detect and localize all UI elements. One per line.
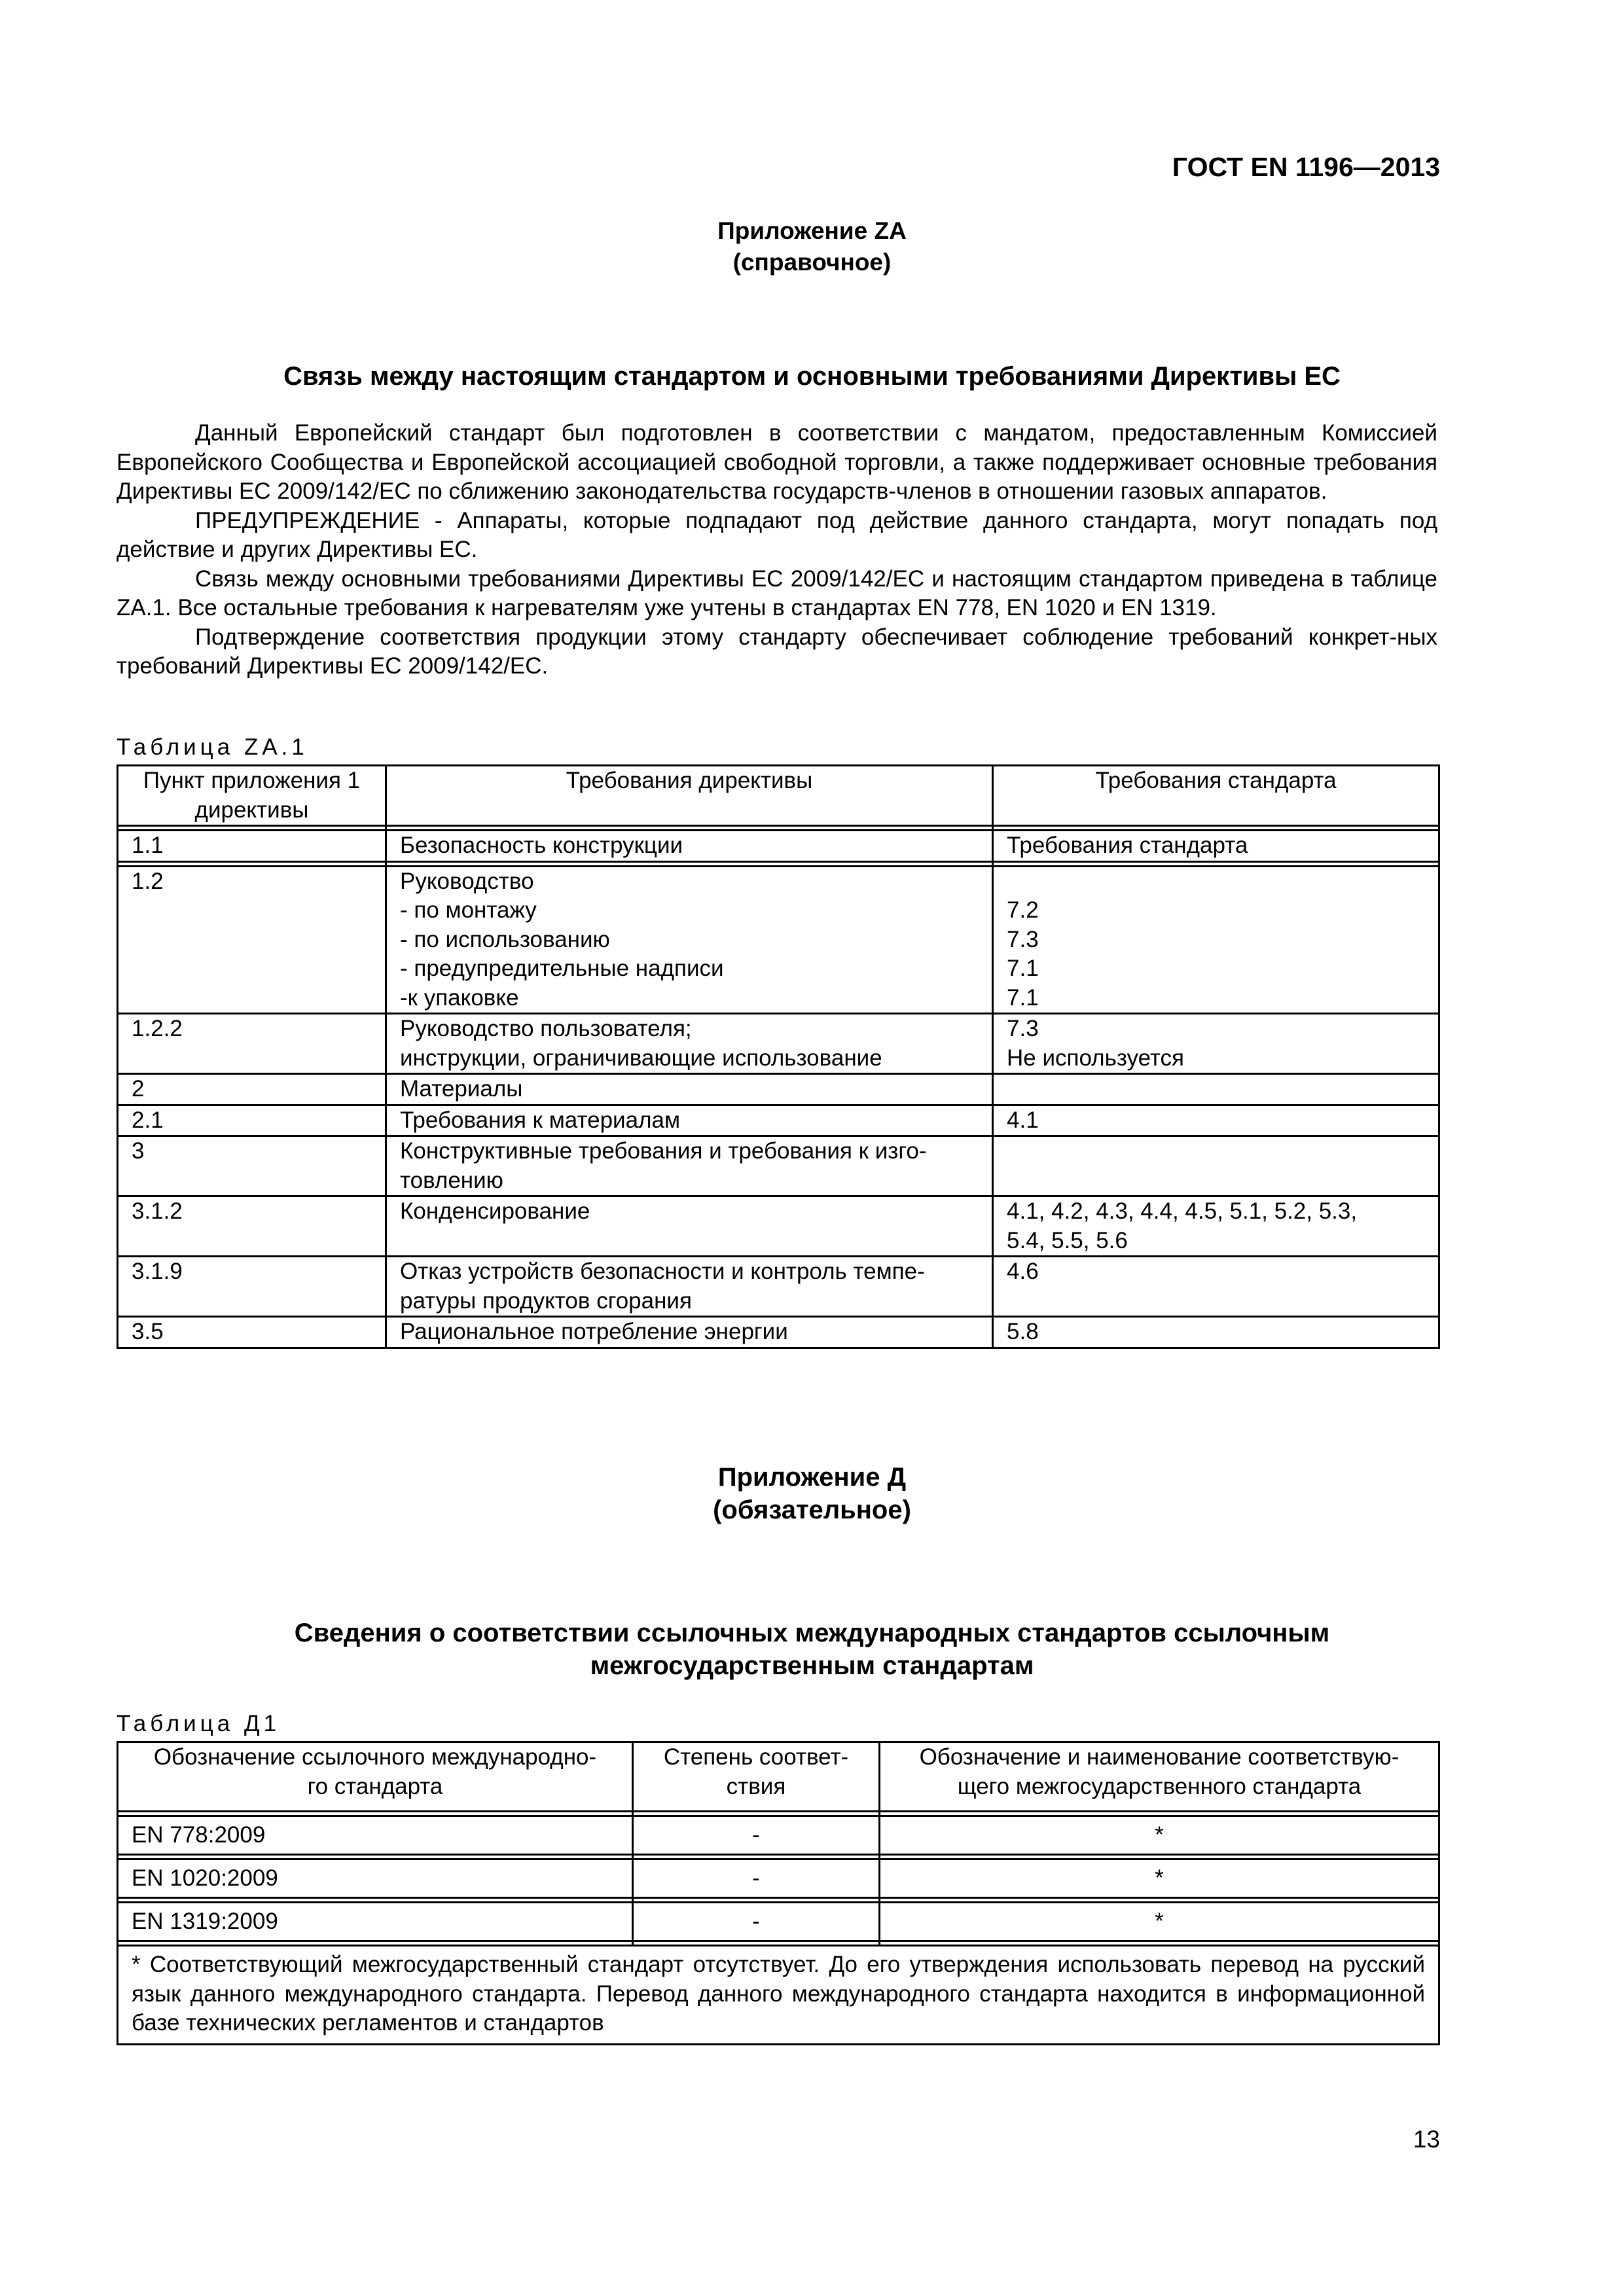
table-cell: 7.3 Не используется xyxy=(993,1014,1439,1074)
table-cell: 2 xyxy=(118,1074,386,1105)
page-number: 13 xyxy=(1413,2126,1440,2153)
table-cell: Требования к материалам xyxy=(386,1105,993,1136)
table-header-cell: Требования директивы xyxy=(386,766,993,826)
table-cell: Руководство пользователя; инструкции, ограничивающие использование xyxy=(386,1014,993,1074)
annex-za-section-title: Связь между настоящим стандартом и основными требованиями Директивы ЕС xyxy=(283,362,1341,391)
table-cell: 5.8 xyxy=(993,1317,1439,1348)
table-cell: * xyxy=(880,1859,1439,1898)
table-cell: 3.5 xyxy=(118,1317,386,1348)
table-cell: Требования стандарта xyxy=(993,831,1439,862)
table-za1 xyxy=(117,764,1440,1349)
table-cell: Рациональное потребление энергии xyxy=(386,1317,993,1348)
table-header-cell: Степень соответ- ствия xyxy=(633,1742,880,1812)
table-cell: 3.1.9 xyxy=(118,1257,386,1317)
table-row-separator xyxy=(118,861,1439,866)
table-cell: * xyxy=(880,1903,1439,1941)
table-cell: 1.2.2 xyxy=(118,1014,386,1074)
table-row xyxy=(118,866,1439,1014)
table-cell: 7.2 7.3 7.1 7.1 xyxy=(993,866,1439,1014)
paragraph: ПРЕДУПРЕЖДЕНИЕ - Аппараты, которые подпадают под действие данного стандарта, могут попадать под действие и других Директивы ЕС. xyxy=(117,507,1437,562)
table-row xyxy=(118,1074,1439,1105)
table-cell: 4.1, 4.2, 4.3, 4.4, 4.5, 5.1, 5.2, 5.3, 5.4, 5.5, 5.6 xyxy=(993,1196,1439,1257)
table-d1 xyxy=(117,1741,1440,2045)
table-cell: 1.1 xyxy=(118,831,386,862)
table-cell xyxy=(993,1136,1439,1196)
table-row xyxy=(118,1014,1439,1074)
table-row xyxy=(118,1136,1439,1196)
annex-za-title: Приложение ZA xyxy=(717,217,907,244)
table-cell: - xyxy=(633,1903,880,1941)
standard-code: ГОСТ EN 1196—2013 xyxy=(1172,152,1440,182)
table-header-cell: Обозначение и наименование соответствую- щего межгосударственного стандарта xyxy=(880,1742,1439,1812)
table-cell: 1.2 xyxy=(118,866,386,1014)
table-header-separator xyxy=(118,1812,1439,1816)
table-cell: Материалы xyxy=(386,1074,993,1105)
annex-d-section-title-line1: Сведения о соответствии ссылочных международных стандартов ссылочным xyxy=(294,1619,1330,1647)
table-cell: 3 xyxy=(118,1136,386,1196)
table-row xyxy=(118,1317,1439,1348)
paragraph: Подтверждение соответствия продукции этому стандарту обеспечивает соблюдение требований конкрет-ных требований Директивы ЕС 2009/142/ЕС. xyxy=(117,624,1437,679)
table-cell: Отказ устройств безопасности и контроль темпе- ратуры продуктов сгорания xyxy=(386,1257,993,1317)
table-header-cell: Обозначение ссылочного международно- го стандарта xyxy=(118,1742,633,1812)
table-footnote-row xyxy=(118,1946,1439,2045)
table-row xyxy=(118,1196,1439,1257)
table-row xyxy=(118,831,1439,862)
table-header-row xyxy=(118,1742,1439,1812)
annex-d-title: Приложение Д xyxy=(717,1463,907,1492)
table-row xyxy=(118,1859,1439,1898)
table-cell: 3.1.2 xyxy=(118,1196,386,1257)
table-row xyxy=(118,1903,1439,1941)
table-za1-caption: Таблица ZA.1 xyxy=(117,734,308,760)
annex-d-status: (обязательное) xyxy=(713,1496,911,1524)
table-row xyxy=(118,1816,1439,1855)
table-row xyxy=(118,1257,1439,1317)
table-cell: EN 1319:2009 xyxy=(118,1903,633,1941)
table-row-separator xyxy=(118,1941,1439,1946)
paragraph: Данный Европейский стандарт был подготовлен в соответствии с мандатом, предоставленным Комиссией Европейского Сообщества и Европейской ассоциацией свободной торговли, а также поддерживает основные требования Директивы ЕС 2009/142/ЕС по сближению законодательства государств-членов в отношении газовых аппаратов. xyxy=(117,420,1437,504)
table-cell: Конденсирование xyxy=(386,1196,993,1257)
table-cell: Конструктивные требования и требования к изго- товлению xyxy=(386,1136,993,1196)
table-row-separator xyxy=(118,1855,1439,1859)
table-cell: * xyxy=(880,1816,1439,1855)
table-cell: Безопасность конструкции xyxy=(386,831,993,862)
table-row-separator xyxy=(118,1898,1439,1903)
table-header-cell: Требования стандарта xyxy=(993,766,1439,826)
table-header-cell: Пункт приложения 1 директивы xyxy=(118,766,386,826)
table-cell: 4.1 xyxy=(993,1105,1439,1136)
table-footnote: * Соответствующий межгосударственный стандарт отсутствует. До его утверждения использовать перевод на русский язык данного международного стандарта. Перевод данного международного стандарта находится в информационной базе технических регламентов и стандартов xyxy=(118,1946,1439,2045)
table-cell: EN 1020:2009 xyxy=(118,1859,633,1898)
table-cell: Руководство - по монтажу - по использованию - предупредительные надписи -к упаковке xyxy=(386,866,993,1014)
table-cell: - xyxy=(633,1816,880,1855)
table-header-separator xyxy=(118,826,1439,831)
table-header-row xyxy=(118,766,1439,826)
table-cell: - xyxy=(633,1859,880,1898)
annex-za-body xyxy=(117,419,1437,681)
annex-d-section-title-line2: межгосударственным стандартам xyxy=(590,1651,1034,1680)
table-row xyxy=(118,1105,1439,1136)
table-cell xyxy=(993,1074,1439,1105)
table-d1-caption: Таблица Д1 xyxy=(117,1711,281,1736)
table-cell: EN 778:2009 xyxy=(118,1816,633,1855)
table-cell: 2.1 xyxy=(118,1105,386,1136)
annex-za-status: (справочное) xyxy=(732,249,892,276)
paragraph: Связь между основными требованиями Директивы ЕС 2009/142/ЕС и настоящим стандартом приведена в таблице ZA.1. Все остальные требования к нагревателям уже учтены в стандартах EN 778, EN 1020 и EN 1319. xyxy=(117,565,1437,620)
table-cell: 4.6 xyxy=(993,1257,1439,1317)
